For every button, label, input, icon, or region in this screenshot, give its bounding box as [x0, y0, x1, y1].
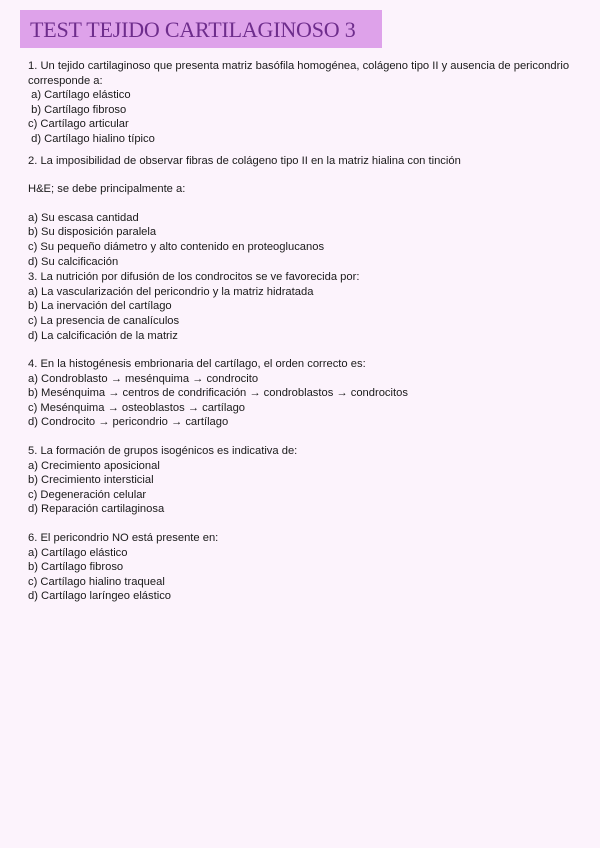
question-5-option-c: c) Degeneración celular: [28, 488, 147, 501]
question-5-options: [28, 459, 578, 517]
question-2-options: [28, 211, 578, 269]
question-2-stem: 2. La imposibilidad de observar fibras de colágeno tipo II en la matriz hialina con tinción: [28, 154, 461, 167]
question-5-option-b: b) Crecimiento intersticial: [28, 474, 154, 487]
question-5: [28, 444, 578, 517]
question-1-option-a: a) Cartílago elástico: [28, 89, 131, 102]
question-6-option-b: b) Cartílago fibroso: [28, 561, 124, 574]
question-2-option-a: a) Su escasa cantidad: [28, 211, 139, 224]
question-6-options: [28, 546, 578, 604]
question-1-options: [28, 88, 578, 146]
question-6-option-c: c) Cartílago hialino traqueal: [28, 575, 165, 588]
title-banner: [20, 10, 382, 48]
question-2-option-b: b) Su disposición paralela: [28, 226, 157, 239]
question-2-option-d: d) Su calcificación: [28, 255, 119, 268]
question-1-option-b: b) Cartílago fibroso: [28, 103, 127, 116]
question-1-stem: 1. Un tejido cartilaginoso que presenta matriz basófila homogénea, colágeno tipo II y ausencia de pericondrio corresponde a:: [28, 60, 570, 87]
question-5-option-a: a) Crecimiento aposicional: [28, 459, 160, 472]
question-3-option-c: c) La presencia de canalículos: [28, 314, 180, 327]
question-4-stem: 4. En la histogénesis embrionaria del cartílago, el orden correcto es:: [28, 358, 366, 371]
question-4-option-d: d) Condrocito → pericondrio → cartílago: [28, 416, 229, 429]
question-6-option-d: d) Cartílago laríngeo elástico: [28, 590, 172, 603]
question-6: [28, 531, 578, 604]
question-1: [28, 59, 578, 147]
question-1-option-d: d) Cartílago hialino típico: [28, 132, 155, 145]
question-list: [28, 59, 578, 604]
question-3-options: [28, 285, 578, 343]
question-4-option-a: a) Condroblasto → mesénquima → condrocito: [28, 372, 259, 385]
question-2: [28, 154, 578, 270]
question-2-stem-continued: H&E; se debe principalmente a:: [28, 183, 186, 196]
question-3-stem: 3. La nutrición por difusión de los condrocitos se ve favorecida por:: [28, 271, 360, 284]
question-2-option-c: c) Su pequeño diámetro y alto contenido en proteoglucanos: [28, 240, 325, 253]
question-1-option-c: c) Cartílago articular: [28, 118, 129, 131]
question-4-option-c: c) Mesénquima → osteoblastos → cartílago: [28, 401, 246, 414]
question-6-stem: 6. El pericondrio NO está presente en:: [28, 532, 219, 545]
question-5-option-d: d) Reparación cartilaginosa: [28, 503, 165, 516]
question-6-option-a: a) Cartílago elástico: [28, 546, 128, 559]
question-3-option-b: b) La inervación del cartílago: [28, 300, 172, 313]
page-title: TEST TEJIDO CARTILAGINOSO 3: [30, 17, 356, 42]
question-5-stem: 5. La formación de grupos isogénicos es indicativa de:: [28, 445, 298, 458]
question-4-option-b: b) Mesénquima → centros de condrificación → condroblastos → condrocitos: [28, 387, 408, 400]
question-4-options: [28, 372, 578, 430]
question-3-option-a: a) La vascularización del pericondrio y la matriz hidratada: [28, 285, 314, 298]
question-3-option-d: d) La calcificación de la matriz: [28, 329, 178, 342]
question-3: [28, 270, 578, 343]
question-4: [28, 357, 578, 430]
